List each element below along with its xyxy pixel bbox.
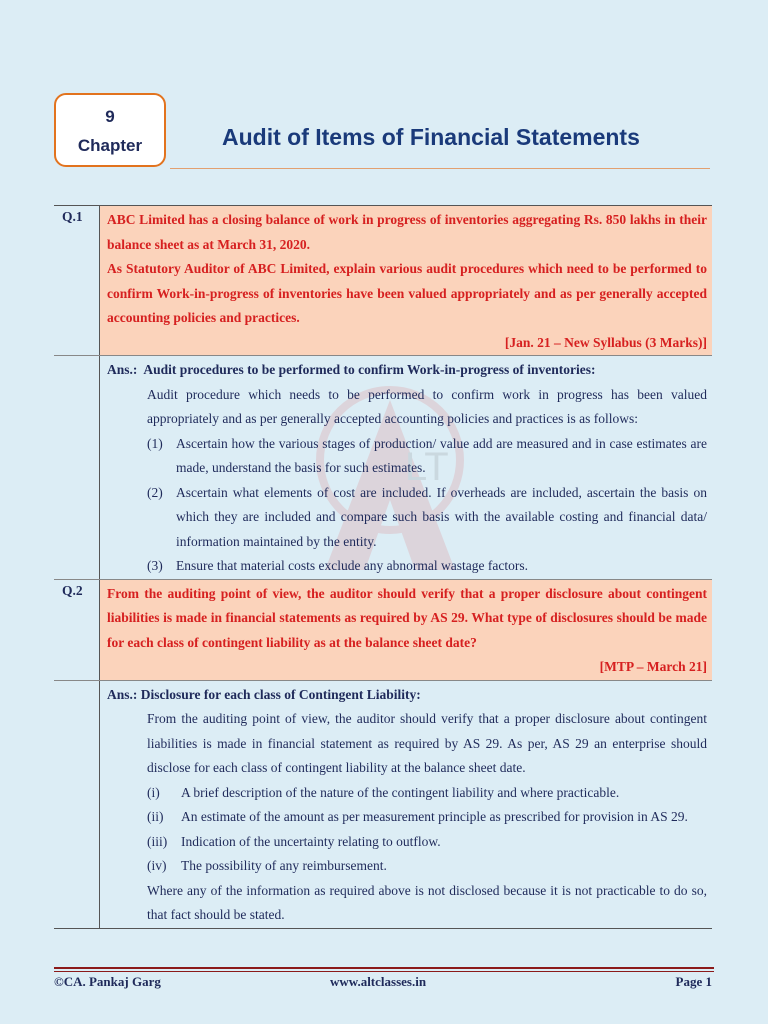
list-item: (iii) Indication of the uncertainty relating to outflow. [147, 833, 441, 849]
question-source: [Jan. 21 – New Syllabus (3 Marks)] [504, 334, 707, 350]
answer-heading [107, 358, 707, 383]
answer-body [100, 356, 712, 579]
answer-row-1 [54, 356, 712, 580]
answer-intro: From the auditing point of view, the auditor should verify that a proper disclosure about contingent liabilities is made in financial statement as required by AS 29. As per, AS 29 an enterprise should disclose for each class of contingent liability at the balance sheet date. [147, 711, 707, 775]
footer-author: ©CA. Pankaj Garg [54, 974, 161, 989]
chapter-badge [54, 93, 166, 167]
answer-row-2 [54, 681, 712, 929]
answer-heading-text: Audit procedures to be performed to confirm Work-in-progress of inventories: [143, 362, 596, 377]
list-item: (3) Ensure that material costs exclude any abnormal wastage factors. [147, 558, 528, 573]
question-paragraph: ABC Limited has a closing balance of work in progress of inventories aggregating Rs. 850 lakhs in their balance sheet as at March 31, 2020. [107, 212, 707, 252]
list-item: (ii) An estimate of the amount as per measurement principle as prescribed for provision in AS 29. [147, 809, 688, 824]
question-text [100, 206, 712, 355]
answer-label: Ans.: [107, 362, 138, 377]
list-item: (i) A brief description of the nature of the contingent liability and where practicable. [147, 784, 620, 800]
page-number: Page 1 [675, 974, 712, 989]
question-number: Q.2 [62, 582, 83, 598]
question-text [100, 580, 712, 680]
footer-divider [54, 971, 714, 972]
title-underline [170, 168, 710, 169]
answer-label: Ans.: [107, 686, 138, 702]
svg-text:LT: LT [405, 445, 449, 489]
question-paragraph: From the auditing point of view, the auditor should verify that a proper disclosure about contingent liabilities is made in financial statements as required by AS 29. What type of disclosures should be made for each class of contingent liability as at the balance sheet date? [107, 585, 707, 650]
chapter-number: 9 [105, 107, 115, 126]
question-number: Q.1 [62, 209, 83, 224]
list-item: (iv) The possibility of any reimbursement. [147, 858, 387, 873]
answer-closing: Where any of the information as required above is not disclosed because it is not practicable to do so, that fact should be stated. [147, 882, 707, 922]
answer-heading [107, 683, 707, 708]
chapter-label: Chapter [77, 136, 143, 155]
question-row-1 [54, 206, 712, 356]
question-row-2 [54, 580, 712, 681]
question-source: [MTP – March 21] [599, 659, 707, 674]
list-item: (2) Ascertain what elements of cost are included. If overheads are included, ascertain the basis on which they are included and compare such basis with the available costing and financial data/ information maintained by the entity. [147, 484, 707, 549]
page-title: Audit of Items of Financial Statements [222, 124, 640, 150]
answer-body [100, 681, 712, 928]
answer-intro: Audit procedure which needs to be performed to confirm work in progress has been valued appropriately and as per generally accepted accounting policies and practices is as follows: [147, 386, 707, 426]
question-paragraph: As Statutory Auditor of ABC Limited, explain various audit procedures which need to be performed to confirm Work-in-progress of inventories have been valued appropriately and as per generally accepted accounting policies and practices. [107, 261, 707, 325]
qa-table [54, 205, 712, 929]
answer-heading-text: Disclosure for each class of Contingent Liability: [140, 686, 421, 702]
footer-website-link[interactable]: www.altclasses.in [330, 974, 427, 989]
footer-divider [54, 967, 714, 969]
list-item: (1) Ascertain how the various stages of production/ value add are measured and in case estimates are made, understand the basis for such estimates. [147, 435, 707, 475]
